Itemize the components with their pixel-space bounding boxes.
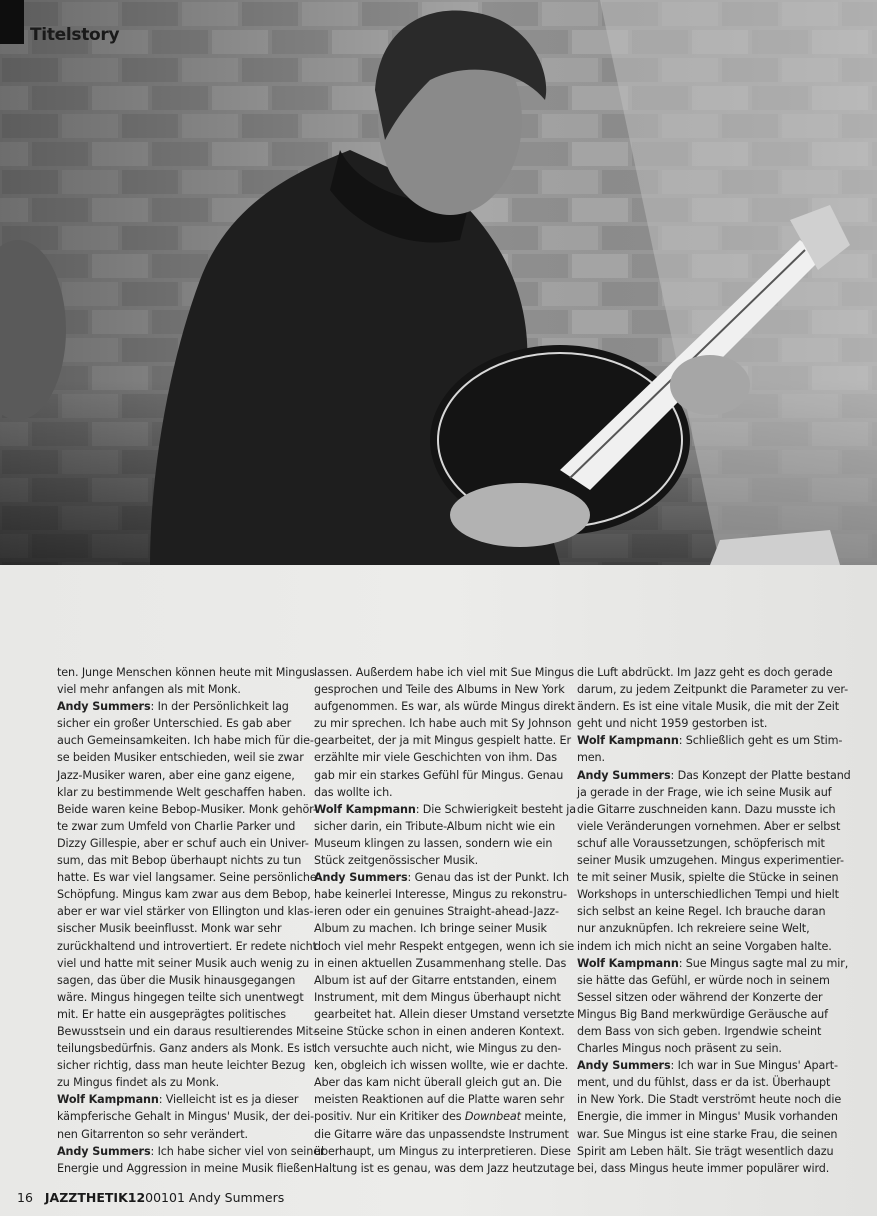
text-run: gab mir ein starkes Gefühl für Mingus. Genau <box>314 768 564 782</box>
text-line <box>577 818 845 835</box>
text-run: in einen aktuellen Zusammenhang stelle. Das <box>314 956 567 970</box>
text-run: Stück zeitgenössischer Musik. <box>314 854 479 868</box>
text-line <box>314 1160 582 1177</box>
text-line <box>314 920 582 937</box>
speaker-name: Wolf Kampmann <box>57 1093 159 1107</box>
text-line <box>57 1074 325 1091</box>
speaker-name: Wolf Kampmann <box>577 734 679 748</box>
text-line <box>57 1023 325 1040</box>
text-run: viele Veränderungen vornehmen. Aber er selbst <box>577 819 841 833</box>
text-run: Jazz-Musiker waren, aber eine ganz eigene, <box>57 768 295 782</box>
text-run: Instrument, mit dem Mingus überhaupt nicht <box>314 990 561 1004</box>
text-line <box>577 852 845 869</box>
text-line <box>577 1143 845 1160</box>
text-line <box>577 767 851 784</box>
magazine-name: JAZZTHETIK12 <box>44 1190 146 1205</box>
text-run: mit. Er hatte ein ausgeprägtes politisches <box>57 1007 286 1021</box>
text-run: Beide waren keine Bebop-Musiker. Monk gehör- <box>57 802 317 816</box>
italic-text: Downbeat <box>464 1110 521 1124</box>
text-line <box>314 715 582 732</box>
text-run: seine Stücke schon in einen anderen Kontext. <box>314 1024 565 1038</box>
text-run: nur anzuknüpfen. Ich rekreiere seine Welt, <box>577 922 810 936</box>
text-run: Energie und Aggression in meine Musik fließen <box>57 1161 314 1175</box>
text-run: teilungsbedürfnis. Ganz anders als Monk. Es ist <box>57 1042 317 1056</box>
text-run: sicher ein großer Unterschied. Es gab aber <box>57 717 292 731</box>
text-column-3 <box>577 664 851 1177</box>
text-run: : In der Persönlichkeit lag <box>150 700 289 714</box>
text-run: ieren oder ein genuines Straight-ahead-Jazz- <box>314 905 559 919</box>
text-line <box>577 938 845 955</box>
text-line <box>57 835 325 852</box>
text-line <box>577 972 845 989</box>
text-line <box>577 715 845 732</box>
text-run: te zwar zum Umfeld von Charlie Parker und <box>57 819 296 833</box>
text-line <box>577 835 845 852</box>
speaker-name: Wolf Kampmann <box>314 802 416 816</box>
text-line <box>577 1006 845 1023</box>
text-run: Spirit am Leben hält. Sie trägt wesentlich dazu <box>577 1144 834 1158</box>
text-run: seiner Musik umzugehen. Mingus experimentier- <box>577 854 844 868</box>
text-line <box>577 698 845 715</box>
text-line <box>314 749 582 766</box>
text-run: erzählte mir viele Geschichten von ihm. Das <box>314 751 557 765</box>
text-line <box>57 852 325 869</box>
text-line <box>577 1040 845 1057</box>
text-line <box>577 1091 845 1108</box>
text-run: ändern. Es ist eine vitale Musik, die mit der Zeit <box>577 700 839 714</box>
text-run: lassen. Außerdem habe ich viel mit Sue Mingus <box>314 666 574 679</box>
text-line <box>57 664 325 681</box>
speaker-name: Andy Summers <box>57 1144 151 1158</box>
text-run: wäre. Mingus hingegen teilte sich unentwegt <box>57 990 304 1004</box>
text-line <box>314 1057 582 1074</box>
text-run: Schöpfung. Mingus kam zwar aus dem Bebop, <box>57 888 311 902</box>
text-run: ten. Junge Menschen können heute mit Mingus <box>57 666 315 679</box>
text-run: das wollte ich. <box>314 785 393 799</box>
page-number: 16 <box>17 1190 33 1205</box>
text-run: Charles Mingus noch präsent zu sein. <box>577 1042 782 1056</box>
text-run: überhaupt, um Mingus zu interpretieren. Diese <box>314 1144 571 1158</box>
text-line <box>314 989 582 1006</box>
text-line <box>314 972 582 989</box>
text-column-1 <box>57 664 325 1177</box>
text-line <box>314 1143 582 1160</box>
text-line <box>57 955 325 972</box>
text-line <box>314 681 582 698</box>
text-run: positiv. Nur ein Kritiker des <box>314 1110 465 1124</box>
text-line <box>57 886 325 903</box>
text-run: hatte. Es war viel langsamer. Seine persönliche <box>57 871 317 885</box>
text-line <box>57 1126 325 1143</box>
text-run: : Sue Mingus sagte mal zu mir, <box>678 956 849 970</box>
text-run: : Genau das ist der Punkt. Ich <box>407 871 569 885</box>
text-run: auch Gemeinsamkeiten. Ich habe mich für die- <box>57 734 314 748</box>
text-run: Workshops in unterschiedlichen Tempi und hielt <box>577 888 839 902</box>
text-line <box>314 1023 582 1040</box>
text-run: schuf alle Voraussetzungen, schöpferisch mit <box>577 836 825 850</box>
text-run: : Schließlich geht es um Stim- <box>678 734 843 748</box>
text-line <box>57 869 325 886</box>
text-line <box>57 1143 325 1160</box>
text-line <box>57 903 325 920</box>
text-run: sum, das mit Bebop überhaupt nichts zu tun <box>57 854 302 868</box>
text-line <box>314 938 582 955</box>
text-line <box>314 1126 582 1143</box>
text-run: Dizzy Gillespie, aber er schuf auch ein Univer- <box>57 836 309 850</box>
text-line <box>577 1126 845 1143</box>
text-run: se beiden Musiker entschieden, weil sie zwar <box>57 751 304 765</box>
photo-guitarist <box>0 0 877 565</box>
text-line <box>57 920 325 937</box>
text-line <box>577 869 845 886</box>
text-run: zu mir sprechen. Ich habe auch mit Sy Johnson <box>314 717 572 731</box>
text-line <box>57 801 325 818</box>
text-run: : Ich habe sicher viel von seiner <box>150 1144 325 1158</box>
issue-number: 00101 <box>145 1190 185 1205</box>
text-run: sagen, das über die Musik hinausgegangen <box>57 973 296 987</box>
text-line <box>57 767 325 784</box>
text-line <box>57 1108 325 1125</box>
text-line <box>314 955 582 972</box>
text-line <box>57 972 325 989</box>
text-run: : Vielleicht ist es ja dieser <box>158 1093 299 1107</box>
text-line <box>314 1074 582 1091</box>
text-run: ja gerade in der Frage, wie ich seine Musik auf <box>577 785 832 799</box>
text-line <box>57 715 325 732</box>
text-run: nen Gitarrenton so sehr verändert. <box>57 1127 248 1141</box>
text-run: Haltung ist es genau, was dem Jazz heutzutage <box>314 1161 575 1175</box>
text-run: meisten Reaktionen auf die Platte waren sehr <box>314 1093 565 1107</box>
text-run: Museum klingen zu lassen, sondern wie ein <box>314 836 553 850</box>
text-run: meinte, <box>520 1110 567 1124</box>
text-line <box>57 784 325 801</box>
section-tab-marker <box>0 0 24 44</box>
speaker-name: Wolf Kampmann <box>577 956 679 970</box>
text-run: doch viel mehr Respekt entgegen, wenn ich sie <box>314 939 575 953</box>
text-run: sicher darin, ein Tribute-Album nicht wie ein <box>314 819 556 833</box>
text-line <box>314 852 582 869</box>
speaker-name: Andy Summers <box>577 768 671 782</box>
text-run: ment, und du fühlst, dass er da ist. Überhaupt <box>577 1076 831 1090</box>
text-line <box>57 1091 325 1108</box>
text-run: sischer Musik beeinflusst. Monk war sehr <box>57 922 282 936</box>
text-run: men. <box>577 751 605 765</box>
text-line <box>314 767 582 784</box>
text-line <box>57 1040 325 1057</box>
text-run: Aber das kam nicht überall gleich gut an. Die <box>314 1076 562 1090</box>
text-run: zu Mingus findet als zu Monk. <box>57 1076 220 1090</box>
text-line <box>57 938 325 955</box>
text-line <box>314 903 582 920</box>
text-line <box>57 1006 325 1023</box>
text-line <box>577 681 849 698</box>
text-line <box>314 784 582 801</box>
text-run: die Gitarre wäre das unpassendste Instrument <box>314 1127 569 1141</box>
text-run: die Luft abdrückt. Im Jazz geht es doch gerade <box>577 666 833 679</box>
text-line <box>57 698 325 715</box>
text-run: indem ich mich nicht an seine Vorgaben halte. <box>577 939 832 953</box>
text-run: Album zu machen. Ich bringe seiner Musik <box>314 922 547 936</box>
text-line <box>314 1040 582 1057</box>
text-line <box>314 1091 582 1108</box>
text-run: war. Sue Mingus ist eine starke Frau, die seinen <box>577 1127 838 1141</box>
text-line <box>577 903 845 920</box>
text-run: habe keinerlei Interesse, Mingus zu rekonstru- <box>314 888 567 902</box>
text-line <box>314 869 582 886</box>
text-line <box>577 664 845 681</box>
text-run: Bewusstsein und ein daraus resultierendes Mit- <box>57 1024 317 1038</box>
text-line <box>577 732 845 749</box>
text-run: aufgenommen. Es war, als würde Mingus direkt <box>314 700 575 714</box>
page-footer <box>17 1190 284 1205</box>
text-column-2 <box>314 664 582 1177</box>
text-run: : Ich war in Sue Mingus' Apart- <box>670 1059 838 1073</box>
text-run: sich selbst an keine Regel. Ich brauche daran <box>577 905 826 919</box>
text-run: geht und nicht 1959 gestorben ist. <box>577 717 768 731</box>
text-run: in New York. Die Stadt verströmt heute noch die <box>577 1093 842 1107</box>
text-run: Ich versuchte auch nicht, wie Mingus zu den- <box>314 1042 562 1056</box>
text-run: zurückhaltend und introvertiert. Er redete nicht <box>57 939 317 953</box>
text-run: gearbeitet hat. Allein dieser Umstand versetzte <box>314 1007 575 1021</box>
text-run: ken, obgleich ich wissen wollte, wie er dachte. <box>314 1059 569 1073</box>
text-line <box>577 886 845 903</box>
text-run: viel mehr anfangen als mit Monk. <box>57 683 241 697</box>
text-line <box>314 664 582 681</box>
text-line <box>314 801 582 818</box>
text-line <box>577 955 849 972</box>
text-line <box>577 1074 845 1091</box>
text-line <box>314 732 582 749</box>
text-run: gearbeitet, der ja mit Mingus gespielt hatte. Er <box>314 734 571 748</box>
text-line <box>314 698 582 715</box>
text-run: gesprochen und Teile des Albums in New York <box>314 683 565 697</box>
text-line <box>314 1108 582 1125</box>
article-name: Andy Summers <box>188 1190 285 1205</box>
text-run: : Die Schwierigkeit besteht ja <box>415 802 576 816</box>
text-line <box>577 920 845 937</box>
text-line <box>314 1006 582 1023</box>
speaker-name: Andy Summers <box>57 700 151 714</box>
text-run: bei, dass Mingus heute immer populärer wird. <box>577 1161 830 1175</box>
text-line <box>314 886 582 903</box>
speaker-name: Andy Summers <box>314 871 408 885</box>
text-run: Mingus Big Band merkwürdige Geräusche auf <box>577 1007 828 1021</box>
text-run: dem Bass von sich geben. Irgendwie scheint <box>577 1024 822 1038</box>
text-run: sicher richtig, dass man heute leichter Bezug <box>57 1059 306 1073</box>
text-run: te mit seiner Musik, spielte die Stücke in seinen <box>577 871 839 885</box>
text-line <box>577 1023 845 1040</box>
text-line <box>57 989 325 1006</box>
text-line <box>57 1057 325 1074</box>
text-line <box>57 749 325 766</box>
text-line <box>577 1160 845 1177</box>
text-line <box>577 801 845 818</box>
text-run: sie hätte das Gefühl, er würde noch in seinem <box>577 973 830 987</box>
text-run: aber er war viel stärker von Ellington und klas- <box>57 905 314 919</box>
text-line <box>577 1108 845 1125</box>
text-line <box>57 732 325 749</box>
speaker-name: Andy Summers <box>577 1059 671 1073</box>
text-run: darum, zu jedem Zeitpunkt die Parameter zu ver- <box>577 683 849 697</box>
text-run: Energie, die immer in Mingus' Musik vorhanden <box>577 1110 838 1124</box>
text-line <box>57 1160 325 1177</box>
text-line <box>57 818 325 835</box>
text-run: kämpferische Gehalt in Mingus' Musik, der dei- <box>57 1110 315 1124</box>
text-run: die Gitarre zuschneiden kann. Dazu musste ich <box>577 802 836 816</box>
text-line <box>577 989 845 1006</box>
text-run: Sessel sitzen oder während der Konzerte der <box>577 990 823 1004</box>
text-line <box>314 818 582 835</box>
text-line <box>314 835 582 852</box>
text-run: klar zu bestimmende Welt geschaffen haben. <box>57 785 306 799</box>
text-run: viel und hatte mit seiner Musik auch wenig zu <box>57 956 310 970</box>
section-label: Titelstory <box>30 25 120 45</box>
text-run: Album ist auf der Gitarre entstanden, einem <box>314 973 557 987</box>
text-run: : Das Konzept der Platte bestand <box>670 768 851 782</box>
text-line <box>577 749 845 766</box>
text-line <box>577 784 845 801</box>
text-line <box>577 1057 845 1074</box>
text-line <box>57 681 325 698</box>
